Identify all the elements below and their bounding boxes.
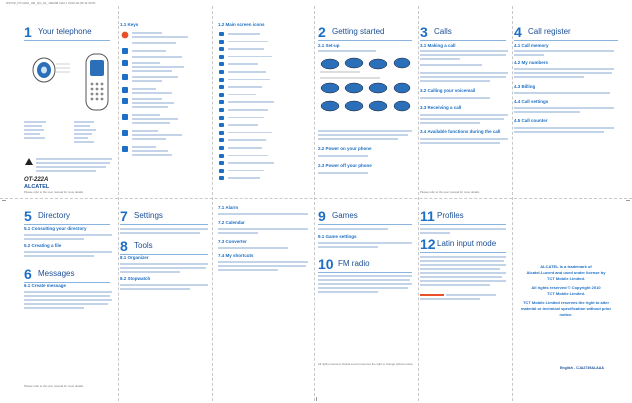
text-line xyxy=(132,118,178,120)
status-icon xyxy=(219,40,224,44)
subsection-title: 3.1 Making a call xyxy=(420,43,456,48)
text-line xyxy=(228,71,266,73)
status-icon xyxy=(219,78,224,82)
subsection-title: 4.2 My numbers xyxy=(514,60,549,65)
text-line xyxy=(132,146,156,148)
section-title: Calls xyxy=(434,27,452,36)
subsection-title: 5.1 Consulting your directory xyxy=(24,226,87,231)
status-icon xyxy=(219,116,224,120)
status-icon xyxy=(219,154,224,158)
section-number: 8 xyxy=(120,238,128,254)
highlight-line xyxy=(420,294,444,296)
title-rule xyxy=(120,224,208,225)
subsection-title: 2.2 Power on your phone xyxy=(318,146,372,151)
text-line xyxy=(24,129,44,131)
text-line xyxy=(132,138,166,140)
text-line xyxy=(514,92,610,94)
text-line xyxy=(228,170,264,172)
language-code: English - CJA2739ALAAA xyxy=(560,366,604,370)
section-number: 7 xyxy=(120,208,128,224)
text-line xyxy=(24,121,46,123)
text-line xyxy=(74,129,96,131)
text-line xyxy=(228,177,260,179)
text-line xyxy=(228,147,262,149)
status-icon xyxy=(219,47,224,51)
text-line xyxy=(24,291,112,293)
text-line xyxy=(132,88,156,90)
subsection-title: 3.4 Available functions during the call xyxy=(420,129,501,134)
text-line xyxy=(132,36,188,38)
disclaimer-line: TCT Mobile Limited reserves the right to alter xyxy=(522,300,609,305)
text-line xyxy=(132,106,168,108)
section-title: Games xyxy=(332,211,358,220)
text-line xyxy=(318,50,376,52)
title-rule xyxy=(420,40,506,41)
brand-logo: ALCATEL xyxy=(24,184,50,190)
text-line xyxy=(420,138,508,140)
text-line xyxy=(218,247,288,249)
status-icon xyxy=(219,93,224,97)
status-icon xyxy=(219,161,224,165)
subsection-title: 1.2 Main screen icons xyxy=(218,22,265,27)
text-line xyxy=(420,72,508,74)
fold-line xyxy=(314,6,315,401)
text-line xyxy=(318,138,398,140)
subsection-title: 5.2 Creating a file xyxy=(24,243,62,248)
text-line xyxy=(120,232,200,234)
text-line xyxy=(514,72,612,74)
text-line xyxy=(228,48,264,50)
section-number: 1 xyxy=(24,24,32,40)
text-line xyxy=(132,150,168,152)
text-line xyxy=(228,33,260,35)
text-line xyxy=(74,125,90,127)
text-line xyxy=(120,263,208,265)
key-icon xyxy=(121,97,129,105)
fold-line xyxy=(212,6,213,401)
text-line xyxy=(74,133,92,135)
text-line xyxy=(218,265,306,267)
text-line xyxy=(24,295,110,297)
key-icon xyxy=(121,59,129,67)
text-line xyxy=(24,251,112,253)
text-line xyxy=(132,114,160,116)
fold-line xyxy=(512,6,513,401)
section-number: 10 xyxy=(318,256,334,272)
text-line xyxy=(132,56,182,58)
text-line xyxy=(420,260,504,262)
section-number: 2 xyxy=(318,24,326,40)
text-line xyxy=(318,275,412,277)
status-icon xyxy=(219,100,224,104)
text-line xyxy=(420,264,506,266)
section-title: Call register xyxy=(528,27,571,36)
copyright-line: TCT Mobile Limited. xyxy=(547,291,585,296)
text-line xyxy=(228,56,272,58)
crop-mark xyxy=(626,200,630,201)
trademark-line: TCT Mobile Limited. xyxy=(547,276,585,281)
title-rule xyxy=(514,40,618,41)
text-line xyxy=(446,294,496,296)
section-number: 12 xyxy=(420,236,436,252)
text-line xyxy=(218,261,308,263)
section-title: Messages xyxy=(38,269,75,278)
text-line xyxy=(218,232,258,234)
text-line xyxy=(218,228,308,230)
text-line xyxy=(228,41,268,43)
text-line xyxy=(514,111,580,113)
section-title: Tools xyxy=(134,241,153,250)
key-icon xyxy=(121,113,129,121)
text-line xyxy=(132,154,172,156)
text-line xyxy=(132,80,162,82)
text-line xyxy=(24,303,108,305)
trademark-line: Alcatel-Lucent and used under license by xyxy=(526,270,606,275)
subsection-title: 4.4 Call settings xyxy=(514,99,549,104)
text-line xyxy=(24,125,42,127)
text-line xyxy=(420,256,506,258)
text-line xyxy=(228,86,262,88)
title-rule xyxy=(420,252,506,253)
text-line xyxy=(514,50,614,52)
title-rule xyxy=(318,272,412,273)
status-icon xyxy=(219,85,224,89)
status-icon xyxy=(219,146,224,150)
title-rule xyxy=(24,224,110,225)
text-line xyxy=(24,307,84,309)
text-line xyxy=(228,132,272,134)
text-line xyxy=(24,299,112,301)
section-number: 3 xyxy=(420,24,428,40)
subsection-title: 7.2 Calendar xyxy=(218,220,245,225)
copyright-line: All rights reserved © Copyright 2010 xyxy=(531,285,601,290)
subsection-title: 2.3 Power off your phone xyxy=(318,163,372,168)
text-line xyxy=(514,131,604,133)
section-number: 4 xyxy=(514,24,522,40)
text-line xyxy=(318,172,368,174)
text-line xyxy=(24,133,40,135)
text-line xyxy=(420,50,508,52)
text-line xyxy=(132,122,170,124)
subsection-title: 4.3 Billing xyxy=(514,84,536,89)
text-line xyxy=(36,162,110,164)
subsection-title: 3.2 Calling your voicemail xyxy=(420,88,476,93)
section-title: FM radio xyxy=(338,259,370,268)
text-line xyxy=(36,170,96,172)
text-line xyxy=(218,269,278,271)
text-line xyxy=(318,283,412,285)
text-line xyxy=(132,70,172,72)
model-name: OT-222A xyxy=(24,177,49,183)
text-line xyxy=(420,97,490,99)
footnote: All rights reserved. Alcatel-Lucent reserves the right to change without notice. xyxy=(318,362,414,366)
subsection-title: 7.3 Converter xyxy=(218,239,247,244)
text-line xyxy=(318,155,368,157)
section-title: Latin input mode xyxy=(437,239,497,248)
subsection-title: 6.1 Create message xyxy=(24,283,67,288)
key-icon xyxy=(121,47,129,55)
footnote: Please refer to the user manual for more details. xyxy=(24,384,84,388)
key-icon xyxy=(121,129,129,137)
status-icon xyxy=(219,123,224,127)
title-rule xyxy=(318,224,412,225)
fold-line xyxy=(0,198,632,199)
subsection-title: 8.2 Stopwatch xyxy=(120,276,151,281)
text-line xyxy=(228,94,256,96)
text-line xyxy=(514,127,614,129)
section-title: Your telephone xyxy=(38,27,92,36)
text-line xyxy=(132,134,182,136)
subsection-title: 4.5 Call counter xyxy=(514,118,548,123)
text-line xyxy=(132,102,174,104)
text-line xyxy=(318,242,412,244)
text-line xyxy=(228,139,266,141)
text-line xyxy=(120,288,190,290)
status-icon xyxy=(219,32,224,36)
text-line xyxy=(420,280,506,282)
section-number: 9 xyxy=(318,208,326,224)
text-line xyxy=(420,268,500,270)
subsection-title: 9.1 Game settings xyxy=(318,234,357,239)
text-line xyxy=(228,79,270,81)
text-line xyxy=(132,66,184,68)
text-line xyxy=(218,213,308,215)
text-line xyxy=(420,114,508,116)
status-icon xyxy=(219,62,224,66)
text-line xyxy=(420,298,480,300)
fold-line xyxy=(418,6,419,401)
footnote: Please refer to the user manual for more details. xyxy=(24,190,84,194)
text-line xyxy=(420,228,506,230)
text-line xyxy=(318,246,378,248)
status-icon xyxy=(219,176,224,180)
text-line xyxy=(228,63,258,65)
text-line xyxy=(74,137,88,139)
text-line xyxy=(132,92,172,94)
status-icon xyxy=(219,108,224,112)
text-line xyxy=(24,255,94,257)
text-line xyxy=(132,62,160,64)
text-line xyxy=(120,228,208,230)
setup-steps-icon xyxy=(318,54,412,114)
text-line xyxy=(120,267,206,269)
key-icon xyxy=(121,73,129,81)
status-icon xyxy=(219,55,224,59)
title-rule xyxy=(24,40,110,41)
text-line xyxy=(420,122,480,124)
crop-mark xyxy=(316,397,317,401)
text-line xyxy=(228,155,268,157)
text-line xyxy=(132,98,162,100)
text-line xyxy=(132,42,176,44)
section-title: Getting started xyxy=(332,27,385,36)
text-line xyxy=(74,121,94,123)
text-line xyxy=(514,107,614,109)
section-number: 5 xyxy=(24,208,32,224)
text-line xyxy=(420,76,506,78)
text-line xyxy=(132,76,178,78)
status-icon xyxy=(219,138,224,142)
text-line xyxy=(24,238,84,240)
text-line xyxy=(420,284,490,286)
text-line xyxy=(74,141,94,143)
text-line xyxy=(318,134,408,136)
text-line xyxy=(514,54,544,56)
print-header xyxy=(0,0,632,6)
text-line xyxy=(132,32,162,34)
text-line xyxy=(514,76,584,78)
text-line xyxy=(36,158,112,160)
key-icon xyxy=(121,86,129,94)
text-line xyxy=(420,58,460,60)
text-line xyxy=(228,109,268,111)
text-line xyxy=(318,291,378,293)
text-line xyxy=(318,130,412,132)
subsection-title: 4.1 Call memory xyxy=(514,43,549,48)
footnote: Please refer to the user manual for more details. xyxy=(420,190,480,194)
subsection-title: 2.1 Set-up xyxy=(318,43,340,48)
text-line xyxy=(318,287,408,289)
section-title: Directory xyxy=(38,211,71,220)
text-line xyxy=(24,234,112,236)
text-line xyxy=(120,271,180,273)
warning-icon xyxy=(25,158,33,165)
text-line xyxy=(420,64,482,66)
subsection-title: 3.3 Receiving a call xyxy=(420,105,462,110)
title-rule xyxy=(318,40,412,41)
text-line xyxy=(36,166,106,168)
text-line xyxy=(132,130,158,132)
trademark-notice xyxy=(514,264,618,318)
text-line xyxy=(420,80,490,82)
navigation-key-icon xyxy=(121,31,129,39)
status-icon xyxy=(219,169,224,173)
text-line xyxy=(420,232,450,234)
text-line xyxy=(228,162,274,164)
phone-illustration-icon xyxy=(30,48,112,118)
disclaimer-line: material or technical specification without prior notice. xyxy=(520,306,612,317)
text-line xyxy=(420,272,506,274)
subsection-title: 7.1 Alarm xyxy=(218,205,239,210)
text-line xyxy=(132,50,166,52)
text-line xyxy=(120,284,208,286)
section-number: 6 xyxy=(24,266,32,282)
title-rule xyxy=(420,224,506,225)
text-line xyxy=(420,54,506,56)
text-line xyxy=(318,228,388,230)
text-line xyxy=(318,279,410,281)
text-line xyxy=(420,276,502,278)
subsection-title: 7.4 My shortcuts xyxy=(218,253,254,258)
status-icon xyxy=(219,131,224,135)
text-line xyxy=(420,118,504,120)
file-info: IP2739_OT-222A_GB_QG_01_100208.indd 1 2010-02-08 11:30:51 xyxy=(6,1,96,5)
key-icon xyxy=(121,145,129,153)
section-title: Profiles xyxy=(437,211,464,220)
fold-line xyxy=(118,6,119,401)
status-icon xyxy=(219,70,224,74)
crop-mark xyxy=(2,200,6,201)
text-line xyxy=(420,142,500,144)
text-line xyxy=(228,117,264,119)
text-line xyxy=(24,137,45,139)
text-line xyxy=(228,101,274,103)
text-line xyxy=(514,68,614,70)
text-line xyxy=(228,124,258,126)
trademark-line: ALCATEL is a trademark of xyxy=(540,264,592,269)
section-title: Settings xyxy=(134,211,163,220)
subsection-title: 1.1 Keys xyxy=(120,22,139,27)
subsection-title: 8.1 Organizer xyxy=(120,255,149,260)
section-number: 11 xyxy=(420,208,435,224)
